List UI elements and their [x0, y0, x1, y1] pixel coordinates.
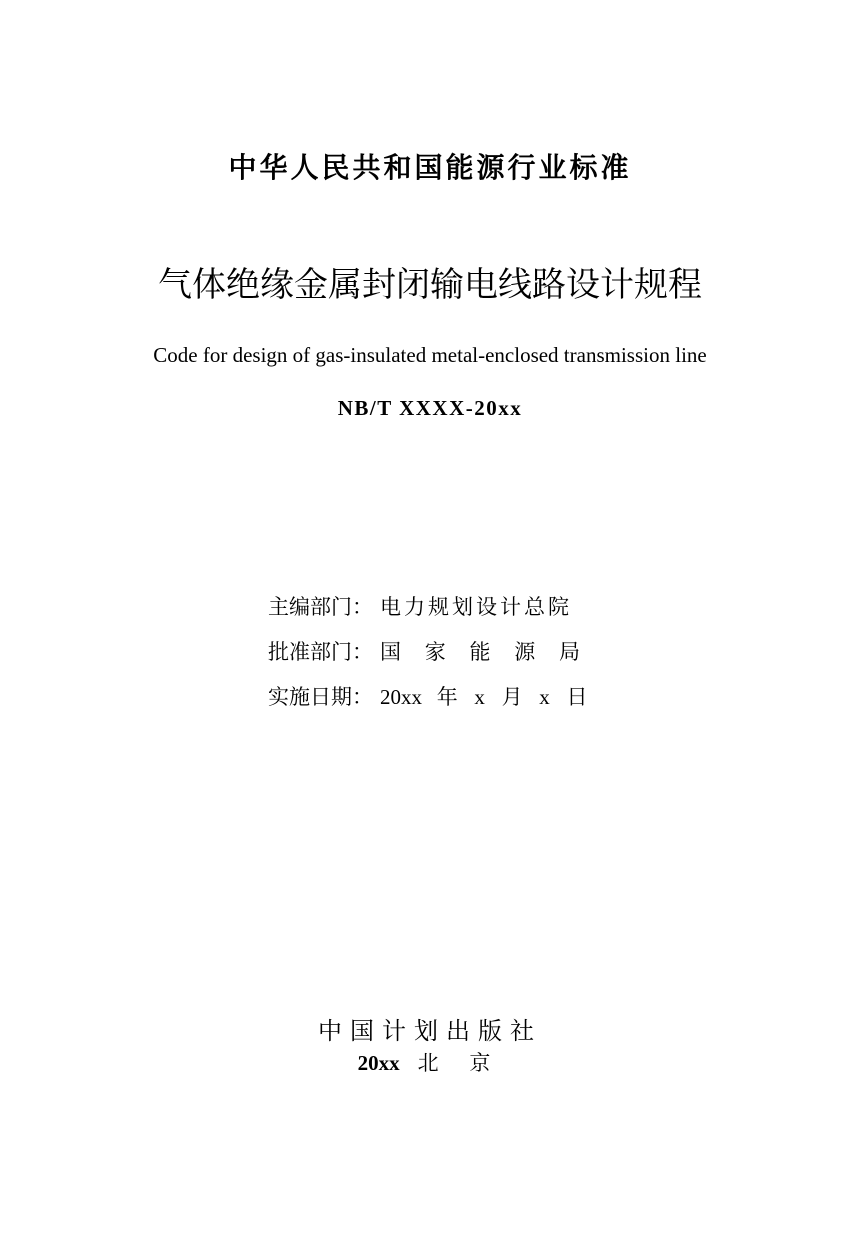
approver-char: 局 — [559, 640, 580, 664]
approver-char: 国 — [380, 640, 401, 664]
date-value — [380, 682, 587, 727]
publisher-name: 中国计划出版社 — [318, 1017, 542, 1045]
title-chinese: 气体绝缘金属封闭输电线路设计规程 — [158, 265, 702, 305]
standard-number: NB/T XXXX-20xx — [337, 396, 523, 420]
publication-city: 北 京 — [417, 1051, 503, 1075]
info-block — [268, 592, 608, 727]
date-day: x — [539, 685, 550, 709]
title-english: Code for design of gas-insulated metal-enclosed transmission line — [153, 343, 707, 367]
date-row — [268, 682, 608, 727]
date-month-unit: 月 — [501, 685, 523, 709]
approver-char: 能 — [469, 640, 491, 664]
date-month: x — [474, 685, 485, 709]
approver-row — [268, 637, 608, 682]
standard-category: 中华人民共和国能源行业标准 — [228, 151, 632, 184]
editor-value: 电力规划设计总院 — [380, 595, 572, 619]
editor-row — [268, 592, 608, 637]
publication-line — [0, 1048, 860, 1078]
approver-char: 家 — [424, 640, 446, 664]
date-label: 实施日期： — [268, 685, 373, 709]
approver-char: 源 — [514, 640, 536, 664]
date-day-unit: 日 — [566, 685, 588, 709]
publication-year: 20xx — [357, 1051, 400, 1075]
date-year: 20xx — [380, 685, 422, 709]
date-year-unit: 年 — [436, 685, 458, 709]
editor-label: 主编部门： — [268, 595, 373, 619]
approver-label: 批准部门： — [268, 640, 373, 664]
approver-value — [380, 637, 580, 682]
